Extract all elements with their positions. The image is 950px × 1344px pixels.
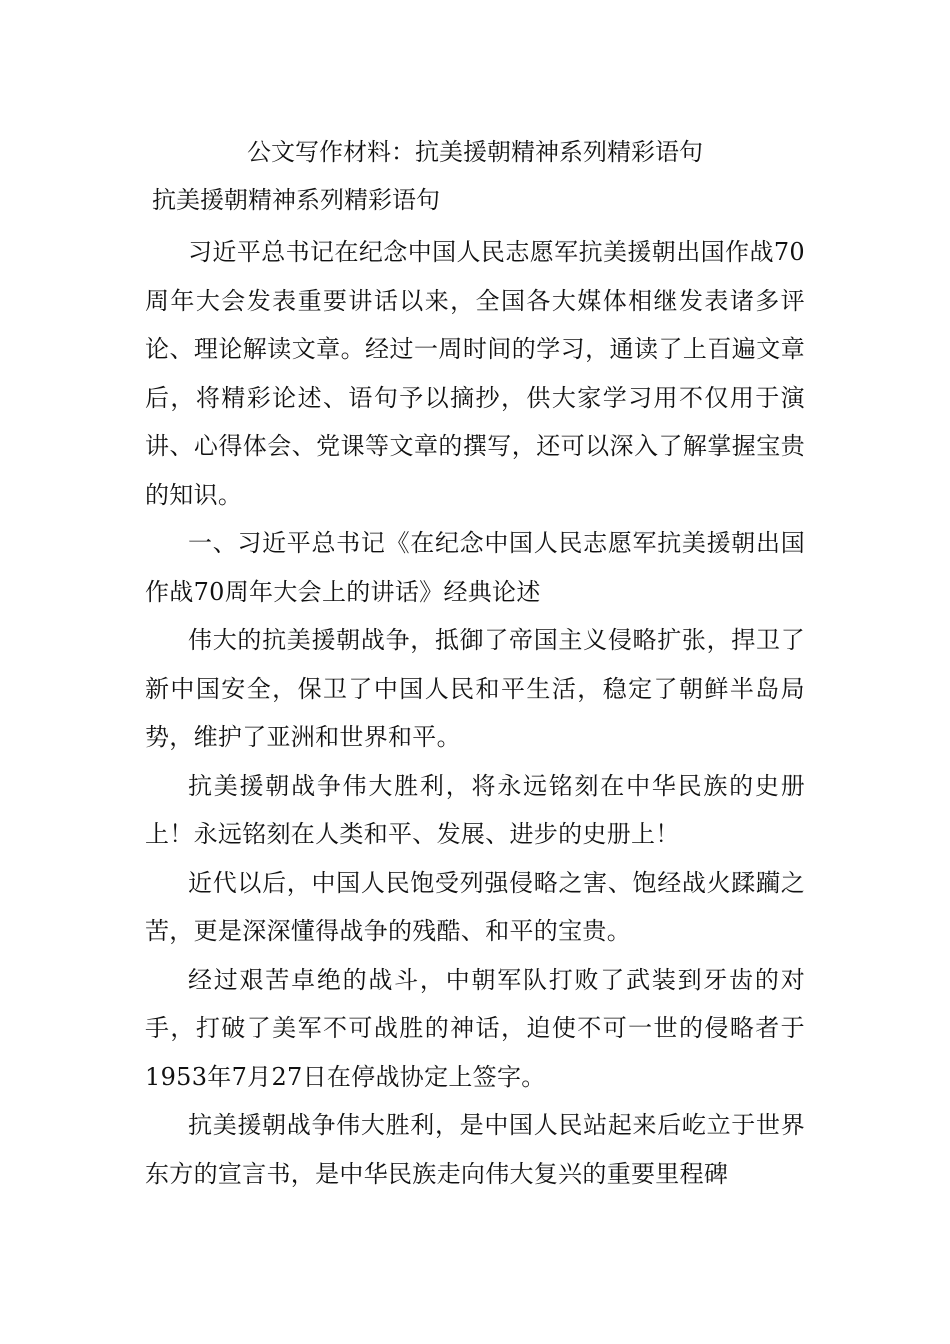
document-body <box>145 228 805 1198</box>
body-paragraph: 抗美援朝战争伟大胜利，是中国人民站起来后屹立于世界东方的宣言书，是中华民族走向伟大复兴的重要里程碑 <box>145 1111 805 1188</box>
body-paragraph: 抗美援朝战争伟大胜利，将永远铭刻在中华民族的史册上！永远铭刻在人类和平、发展、进步的史册上！ <box>145 771 805 848</box>
document-subtitle: 抗美援朝精神系列精彩语句 <box>152 186 440 214</box>
section-heading: 一、习近平总书记《在纪念中国人民志愿军抗美援朝出国作战70周年大会上的讲话》经典论述 <box>145 529 805 606</box>
body-paragraph: 经过艰苦卓绝的战斗，中朝军队打败了武装到牙齿的对手，打破了美军不可战胜的神话，迫使不可一世的侵略者于1953年7月27日在停战协定上签字。 <box>145 965 805 1091</box>
intro-paragraph: 习近平总书记在纪念中国人民志愿军抗美援朝出国作战70周年大会发表重要讲话以来，全国各大媒体相继发表诸多评论、理论解读文章。经过一周时间的学习，通读了上百遍文章后，将精彩论述、语句予以摘抄，供大家学习用不仅用于演讲、心得体会、党课等文章的撰写，还可以深入了解掌握宝贵的知识。 <box>145 238 805 509</box>
body-paragraph: 伟大的抗美援朝战争，抵御了帝国主义侵略扩张，捍卫了新中国安全，保卫了中国人民和平生活，稳定了朝鲜半岛局势，维护了亚洲和世界和平。 <box>145 626 805 751</box>
body-paragraph: 近代以后，中国人民饱受列强侵略之害、饱经战火蹂躏之苦，更是深深懂得战争的残酷、和平的宝贵。 <box>145 868 805 945</box>
document-title: 公文写作材料：抗美援朝精神系列精彩语句 <box>247 138 703 166</box>
